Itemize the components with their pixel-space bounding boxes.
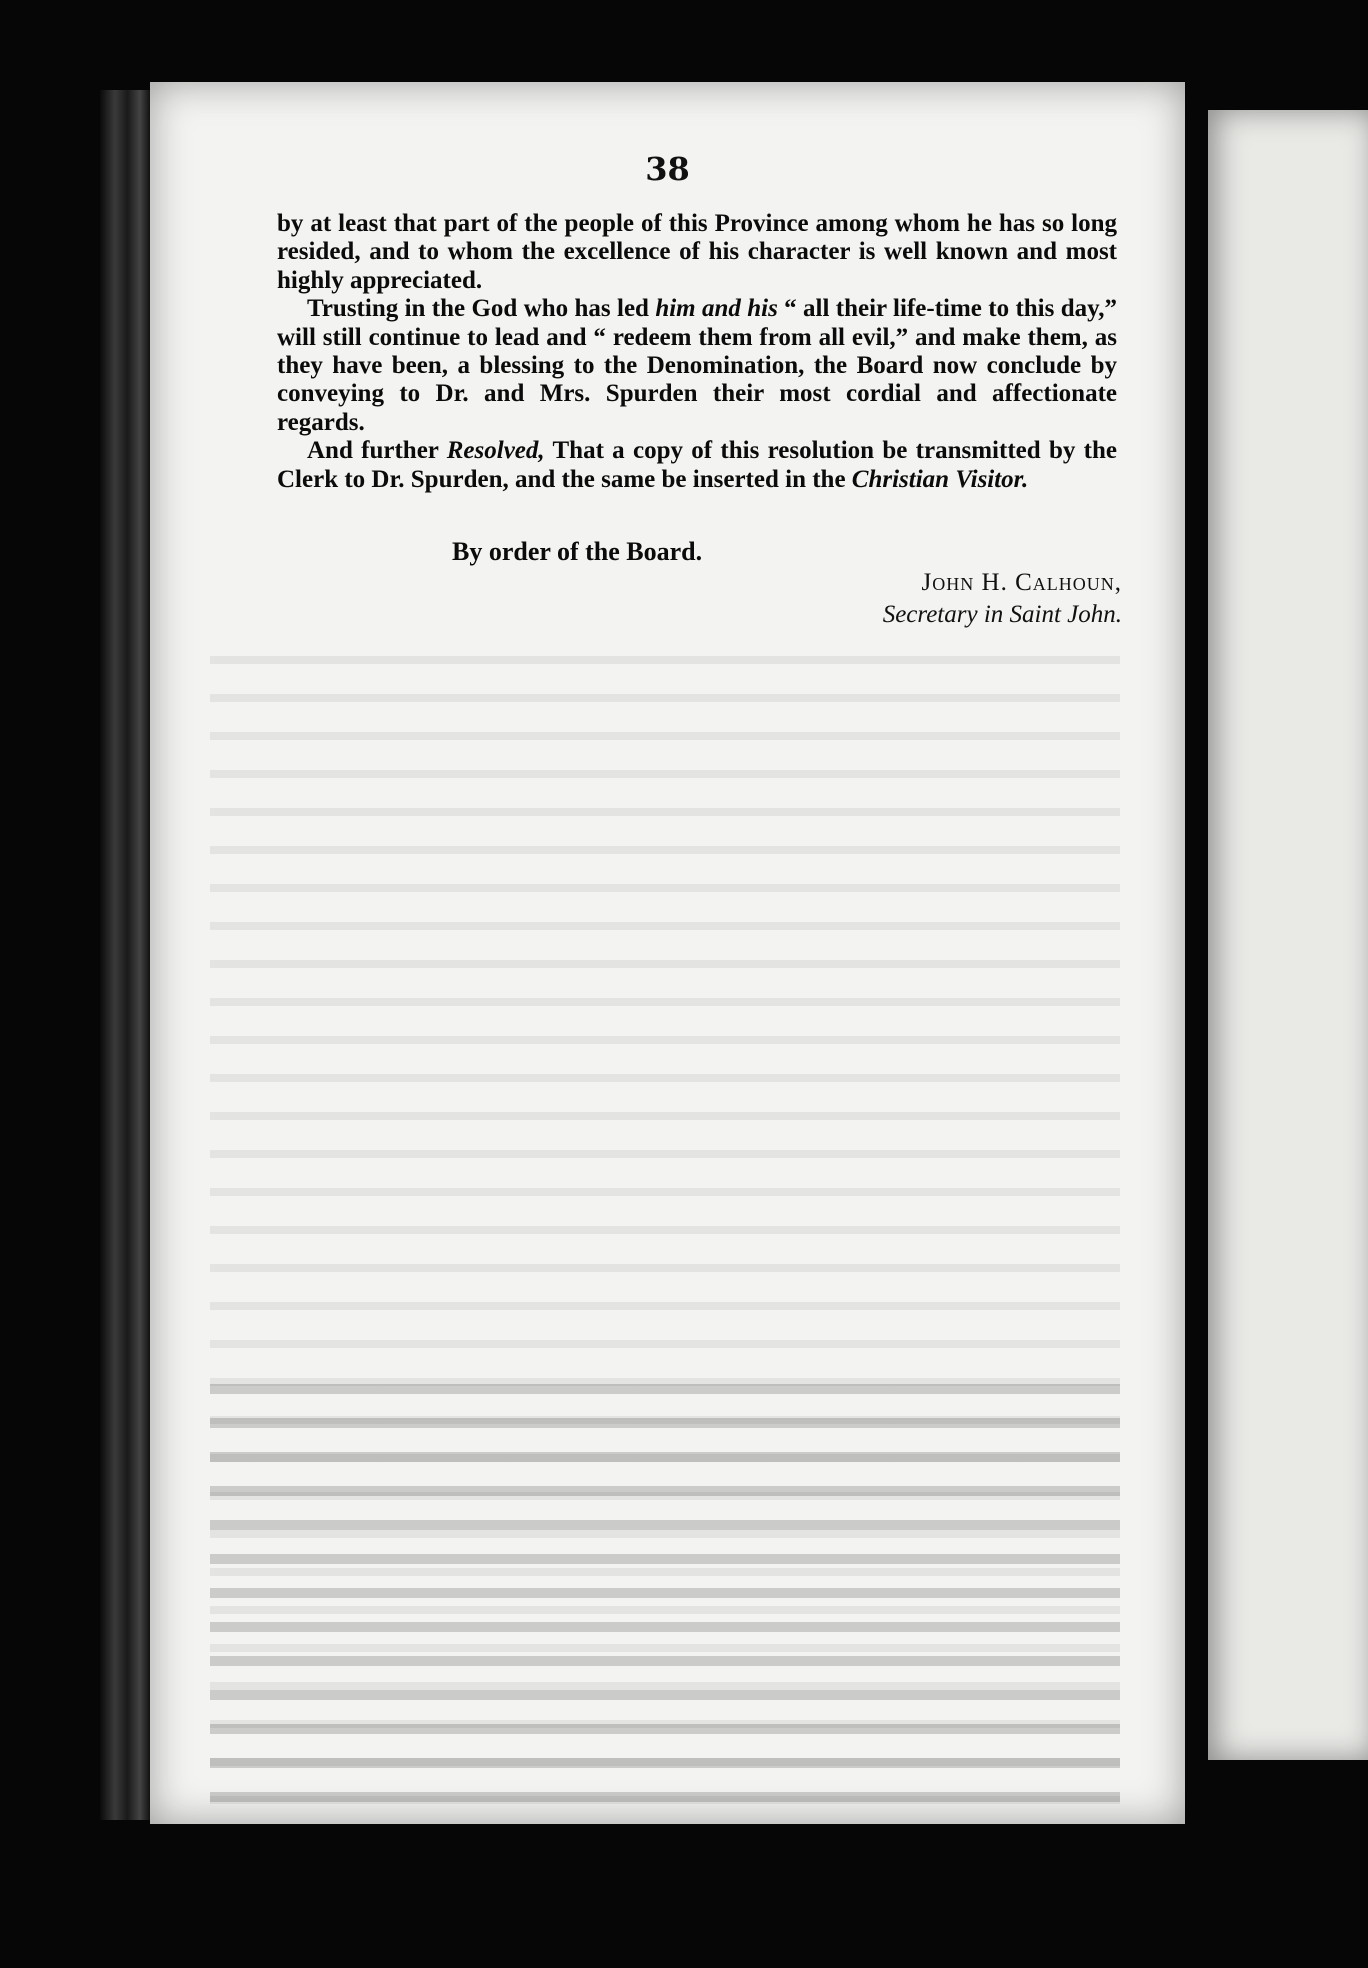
paragraph-trusting [277,295,1117,437]
paragraph-resolved-start: And further [307,437,447,465]
paragraph-trusting-italic: him and his [655,295,778,323]
paragraph-resolved-mid: That a copy of this resolution be transmitted by the Clerk to Dr. Spurden, and the same be inserted in the [277,437,1117,493]
paragraph-trusting-end: “ all their life-time to this day,” will still continue to lead and “ redeem them from all evil,” and make them, as they have been, a blessing to the Denomination, the Board now conclude by conveying to Dr. and Mrs. Spurden their most cordial and affectionate regards. [277,295,1117,436]
order-line: By order of the Board. [452,537,703,566]
page-number: 38 [645,150,690,188]
show-through-text-dark [210,1372,1120,1812]
facing-page-edge [1208,110,1368,1760]
paragraph-trusting-start: Trusting in the God who has led [307,295,656,323]
paragraph-resolved-italic: Resolved, [446,437,545,465]
paragraph-continuation: by at least that part of the people of this Province among whom he has so long resided, and to whom the excellence of his character is well known and most highly appreciated. [277,210,1117,294]
signer-name: John H. Calhoun, [921,569,1122,596]
body-text [277,210,1117,494]
signature-block [883,567,1122,631]
paragraph-resolved [277,437,1117,494]
signer-title: Secretary in Saint John. [882,601,1122,628]
paragraph-resolved-newspaper: Christian Visitor. [851,465,1029,493]
book-spine [100,90,150,1820]
book-page [150,82,1185,1824]
